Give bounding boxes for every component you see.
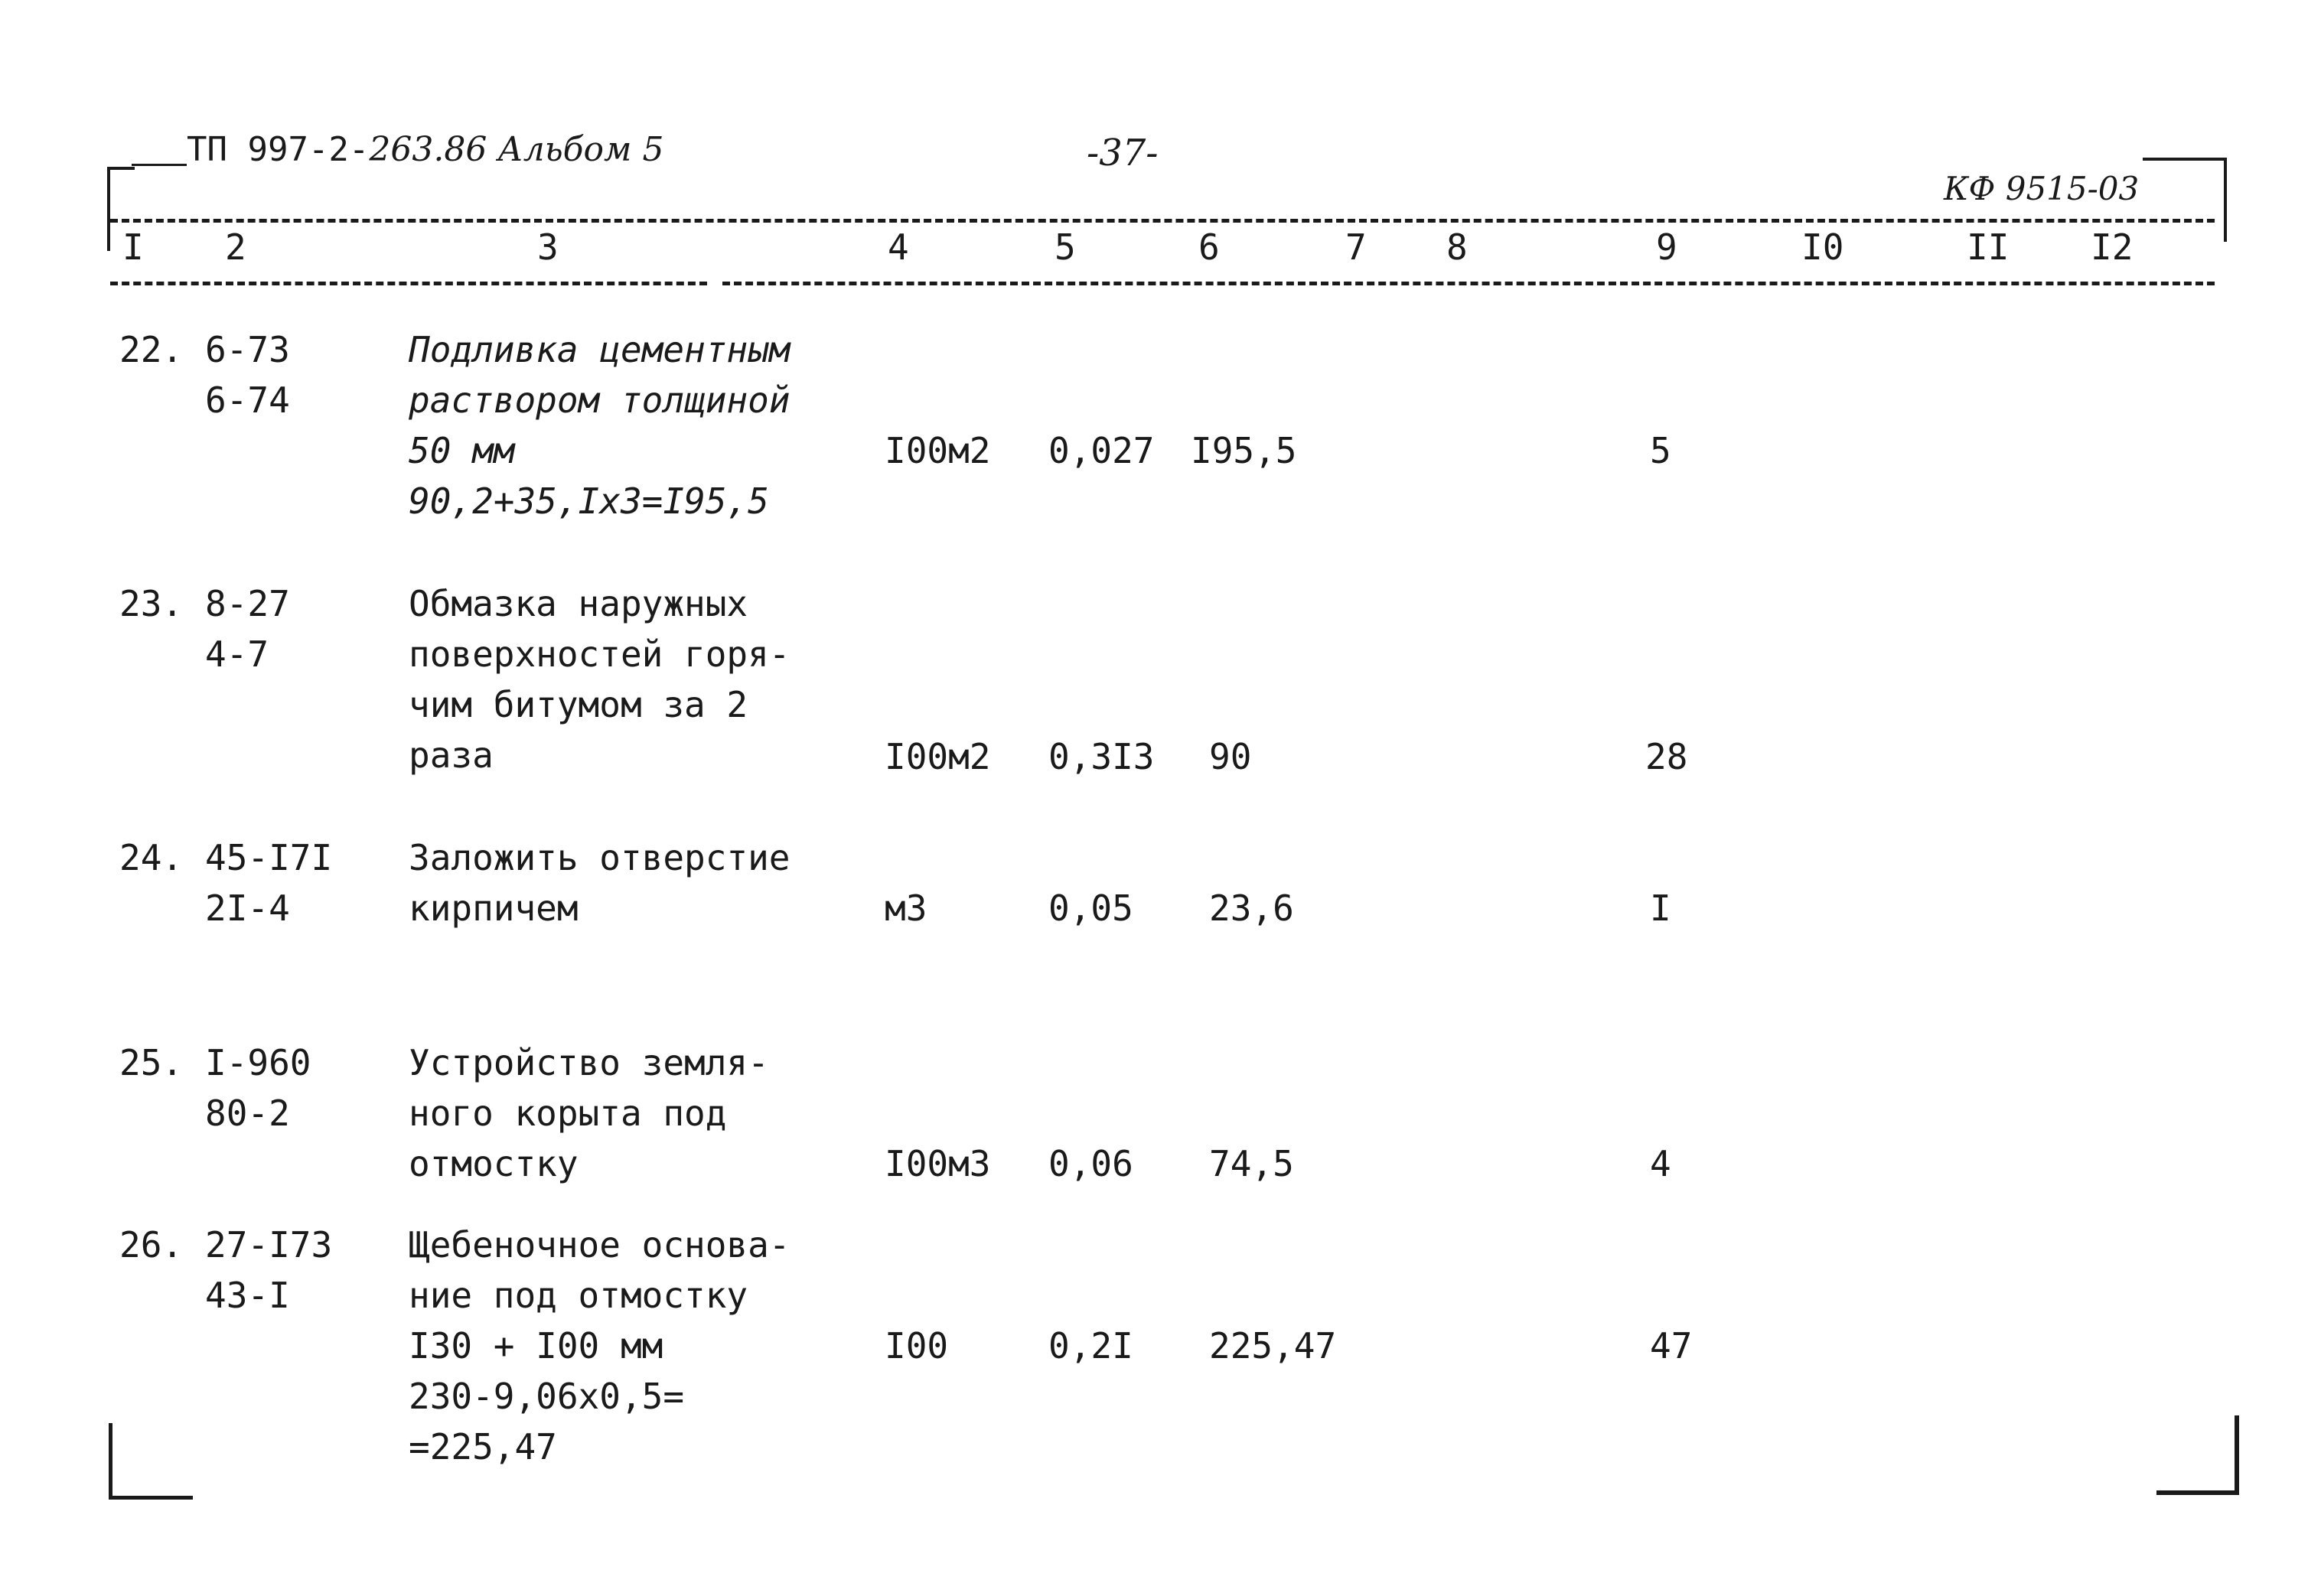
- header-rule-bottom-b: [722, 282, 2215, 285]
- col-header-5: 5: [1055, 226, 1076, 268]
- page-number: -37-: [1087, 132, 1159, 174]
- row-number: 24.: [119, 837, 184, 878]
- frame-top-right-vertical: [2224, 158, 2227, 242]
- row-unit: I00м3: [885, 1143, 991, 1184]
- row-quantity: 0,027: [1048, 430, 1155, 471]
- row-description: Устройство земля- ного корыта под отмостку: [409, 1042, 769, 1184]
- row-description: Щебеночное основа- ние под отмостку I30 + I00 мм 230-9,06х0,5= =225,47: [409, 1224, 791, 1467]
- row-quantity: 0,06: [1048, 1143, 1133, 1184]
- header-rule-top: [110, 219, 2215, 223]
- doc-designation-printed: ТП 997-2-: [187, 130, 370, 169]
- row-number: 22.: [119, 329, 184, 370]
- row-total: 4: [1650, 1143, 1671, 1184]
- row-number: 23.: [119, 583, 184, 624]
- col-header-3: 3: [537, 226, 559, 268]
- col-header-12: I2: [2091, 226, 2134, 268]
- col-header-4: 4: [888, 226, 909, 268]
- col-header-9: 9: [1656, 226, 1677, 268]
- row-number: 25.: [119, 1042, 184, 1083]
- row-number: 26.: [119, 1224, 184, 1265]
- frame-bottom-right-vertical: [2235, 1415, 2239, 1495]
- col-header-1: I: [122, 226, 144, 268]
- header-rule-bottom-a: [110, 282, 707, 285]
- row-quantity: 0,3I3: [1048, 736, 1155, 777]
- col-header-11: II: [1967, 226, 2010, 268]
- col-header-10: I0: [1801, 226, 1844, 268]
- col-header-6: 6: [1198, 226, 1220, 268]
- row-price: 90: [1209, 736, 1252, 777]
- row-codes: I-960 80-2: [205, 1042, 311, 1134]
- row-codes: 6-73 6-74: [205, 329, 290, 421]
- row-total: 5: [1650, 430, 1671, 471]
- frame-top-right-horizontal: [2143, 158, 2227, 161]
- row-total: 47: [1650, 1325, 1693, 1366]
- frame-bottom-right-horizontal: [2156, 1490, 2239, 1495]
- frame-bottom-left-vertical: [109, 1423, 112, 1500]
- row-unit: I00м2: [885, 736, 991, 777]
- row-codes: 8-27 4-7: [205, 583, 290, 675]
- row-total: I: [1650, 888, 1671, 929]
- row-quantity: 0,05: [1048, 888, 1133, 929]
- doc-designation: [187, 130, 663, 169]
- row-quantity: 0,2I: [1048, 1325, 1133, 1366]
- doc-designation-handwritten: 263.86 Альбом 5: [369, 130, 664, 169]
- col-header-2: 2: [225, 226, 246, 268]
- frame-bottom-left-horizontal: [109, 1496, 193, 1500]
- col-header-7: 7: [1345, 226, 1367, 268]
- row-total: 28: [1645, 736, 1688, 777]
- row-price: 74,5: [1209, 1143, 1294, 1184]
- row-codes: 27-I73 43-I: [205, 1224, 333, 1316]
- row-unit: м3: [885, 888, 927, 929]
- frame-top-left-vertical: [107, 167, 110, 251]
- row-description: Обмазка наружных поверхностей горя- чим битумом за 2 раза: [409, 583, 791, 776]
- row-unit: I00м2: [885, 430, 991, 471]
- frame-top-left-horizontal: [107, 167, 135, 170]
- row-description: Подливка цементным раствором толщиной 50 мм 90,2+35,Iх3=I95,5: [409, 329, 791, 522]
- row-unit: I00: [885, 1325, 949, 1366]
- header-underline-left: [132, 164, 187, 166]
- col-header-8: 8: [1446, 226, 1468, 268]
- row-price: 23,6: [1209, 888, 1294, 929]
- row-description: Заложить отверстие кирпичем: [409, 837, 791, 929]
- row-codes: 45-I7I 2I-4: [205, 837, 333, 929]
- row-price: I95,5: [1191, 430, 1297, 471]
- doc-code: КФ 9515-03: [1944, 170, 2140, 207]
- row-price: 225,47: [1209, 1325, 1337, 1366]
